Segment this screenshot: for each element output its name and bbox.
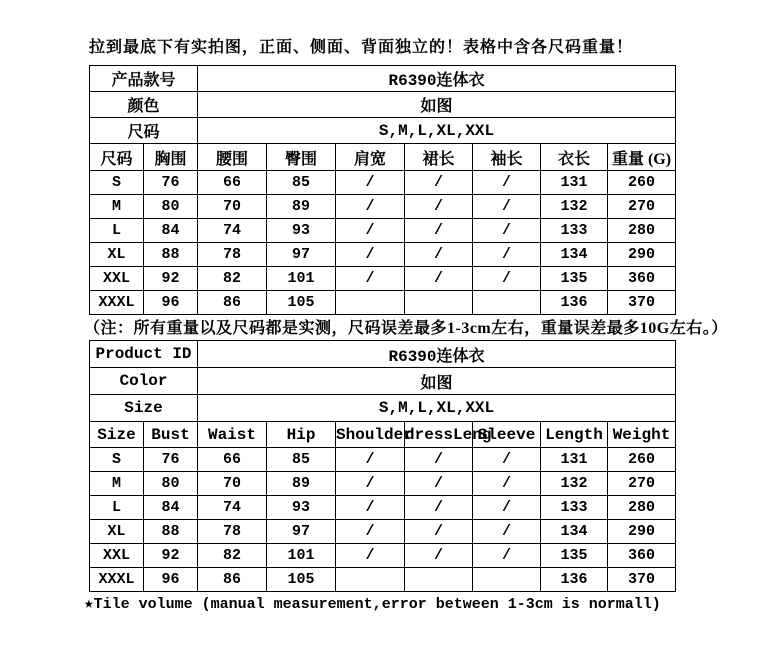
table-cell: 134	[541, 520, 608, 544]
table-row	[90, 341, 676, 368]
table-cell: M	[90, 472, 144, 496]
table-cell: 84	[144, 219, 198, 243]
table-cell: 131	[541, 448, 608, 472]
table-cell: 74	[198, 496, 267, 520]
table-cell: 92	[144, 544, 198, 568]
table-row	[90, 520, 676, 544]
table-cell	[405, 568, 473, 592]
table-cell: XL	[90, 520, 144, 544]
table-cell: /	[473, 195, 541, 219]
table-cell: 88	[144, 520, 198, 544]
table-cell: 93	[267, 219, 336, 243]
table-cell: 92	[144, 267, 198, 291]
table-cell	[405, 291, 473, 315]
column-header: 肩宽	[336, 144, 405, 171]
star-icon: ★	[84, 595, 94, 613]
info-value: R6390连体衣	[198, 66, 676, 92]
table-cell: 270	[608, 472, 676, 496]
table-cell: XXL	[90, 544, 144, 568]
table-cell: 66	[198, 448, 267, 472]
table-cell: 132	[541, 472, 608, 496]
table-cell: 66	[198, 171, 267, 195]
column-header: Sleeve	[473, 422, 541, 448]
table-cell: S	[90, 171, 144, 195]
info-value: 如图	[198, 368, 676, 395]
table-row	[90, 544, 676, 568]
table-cell: /	[336, 267, 405, 291]
table-cell: /	[336, 472, 405, 496]
table-cell: /	[473, 219, 541, 243]
table-cell: 280	[608, 219, 676, 243]
table-cell: 82	[198, 544, 267, 568]
table-cell: 80	[144, 195, 198, 219]
column-header: 衣长	[541, 144, 608, 171]
table-cell: S	[90, 448, 144, 472]
table-cell: L	[90, 219, 144, 243]
info-value: S,M,L,XL,XXL	[198, 118, 676, 144]
table-row	[90, 395, 676, 422]
info-value: 如图	[198, 92, 676, 118]
column-header: Length	[541, 422, 608, 448]
table-cell: 86	[198, 568, 267, 592]
table-cell: /	[336, 496, 405, 520]
info-value: R6390连体衣	[198, 341, 676, 368]
info-label: 颜色	[90, 92, 198, 118]
table-cell: /	[405, 219, 473, 243]
table-cell: 85	[267, 448, 336, 472]
table-cell: /	[473, 267, 541, 291]
table-cell: 134	[541, 243, 608, 267]
table-cell: 370	[608, 291, 676, 315]
size-chart-table-cn	[89, 65, 676, 315]
column-header: Bust	[144, 422, 198, 448]
measurement-note-cn: （注：所有重量以及尺码都是实测，尺码误差最多1-3cm左右，重量误差最多10G左右。）	[84, 320, 728, 337]
table-cell: 135	[541, 267, 608, 291]
table-cell: 97	[267, 520, 336, 544]
table-cell: /	[473, 496, 541, 520]
column-header: 重量 (G)	[608, 144, 676, 171]
measurement-note-en-text: Tile volume (manual measurement,error between 1-3cm is normall)	[93, 596, 661, 613]
table-cell: /	[336, 195, 405, 219]
table-cell: 78	[198, 520, 267, 544]
table-cell: 370	[608, 568, 676, 592]
table-cell: 74	[198, 219, 267, 243]
page-title: 拉到最底下有实拍图，正面、侧面、背面独立的！表格中含各尺码重量！	[89, 39, 634, 56]
table-cell: 85	[267, 171, 336, 195]
table-row	[90, 267, 676, 291]
table-cell: 96	[144, 291, 198, 315]
table-cell: /	[473, 544, 541, 568]
table-cell: /	[405, 195, 473, 219]
table-cell: /	[405, 448, 473, 472]
table-cell: /	[473, 171, 541, 195]
table-cell: XXXL	[90, 291, 144, 315]
table-header-row	[90, 422, 676, 448]
info-value: S,M,L,XL,XXL	[198, 395, 676, 422]
table-cell: 136	[541, 291, 608, 315]
table-cell	[336, 291, 405, 315]
table-cell: 290	[608, 520, 676, 544]
column-header: Weight	[608, 422, 676, 448]
table-cell: XL	[90, 243, 144, 267]
table-cell: 132	[541, 195, 608, 219]
table-cell: 70	[198, 195, 267, 219]
column-header: 尺码	[90, 144, 144, 171]
table-cell: /	[336, 544, 405, 568]
table-cell: 280	[608, 496, 676, 520]
table-row	[90, 472, 676, 496]
table-row	[90, 243, 676, 267]
table-cell: /	[405, 171, 473, 195]
table-row	[90, 195, 676, 219]
table-cell: 270	[608, 195, 676, 219]
info-label: Size	[90, 395, 198, 422]
table-cell: /	[336, 243, 405, 267]
table-cell: /	[473, 243, 541, 267]
table-cell: 136	[541, 568, 608, 592]
table-cell: 80	[144, 472, 198, 496]
column-header: Size	[90, 422, 144, 448]
table-cell: /	[473, 520, 541, 544]
column-header: 臀围	[267, 144, 336, 171]
table-cell: /	[405, 520, 473, 544]
column-header: 裙长	[405, 144, 473, 171]
table-cell	[473, 291, 541, 315]
table-cell: 105	[267, 291, 336, 315]
table-row	[90, 66, 676, 92]
table-cell: 101	[267, 544, 336, 568]
table-row	[90, 291, 676, 315]
table-row	[90, 92, 676, 118]
table-row	[90, 568, 676, 592]
table-cell: /	[405, 243, 473, 267]
table-cell: M	[90, 195, 144, 219]
column-header: Waist	[198, 422, 267, 448]
column-header: 胸围	[144, 144, 198, 171]
table-cell: XXL	[90, 267, 144, 291]
info-label: 尺码	[90, 118, 198, 144]
table-header-row	[90, 144, 676, 171]
table-cell: 290	[608, 243, 676, 267]
table-cell: /	[336, 219, 405, 243]
table-cell: 88	[144, 243, 198, 267]
table-row	[90, 368, 676, 395]
table-cell: L	[90, 496, 144, 520]
column-header: 袖长	[473, 144, 541, 171]
table-cell: 82	[198, 267, 267, 291]
table-cell: 101	[267, 267, 336, 291]
table-cell: /	[336, 520, 405, 544]
table-cell: XXXL	[90, 568, 144, 592]
table-cell: /	[405, 267, 473, 291]
size-chart-table-en	[89, 340, 676, 592]
table-row	[90, 496, 676, 520]
table-cell: /	[336, 171, 405, 195]
table-cell: 360	[608, 267, 676, 291]
table-cell	[473, 568, 541, 592]
table-cell: 70	[198, 472, 267, 496]
column-header: 腰围	[198, 144, 267, 171]
table-cell: 133	[541, 219, 608, 243]
measurement-note-en	[84, 593, 661, 613]
table-cell: /	[473, 472, 541, 496]
table-cell: /	[336, 448, 405, 472]
column-header: Shoulder	[336, 422, 405, 448]
table-cell: /	[405, 544, 473, 568]
table-cell: 76	[144, 448, 198, 472]
table-cell: 86	[198, 291, 267, 315]
table-row	[90, 448, 676, 472]
column-header: dressLeng	[405, 422, 473, 448]
table-cell: /	[473, 448, 541, 472]
table-cell: 133	[541, 496, 608, 520]
table-cell	[336, 568, 405, 592]
table-cell: 89	[267, 195, 336, 219]
info-label: Color	[90, 368, 198, 395]
table-cell: 93	[267, 496, 336, 520]
table-cell: 78	[198, 243, 267, 267]
table-cell: /	[405, 496, 473, 520]
table-cell: 96	[144, 568, 198, 592]
table-cell: 131	[541, 171, 608, 195]
table-row	[90, 118, 676, 144]
table-cell: 76	[144, 171, 198, 195]
table-row	[90, 171, 676, 195]
info-label: 产品款号	[90, 66, 198, 92]
table-cell: 105	[267, 568, 336, 592]
table-cell: /	[405, 472, 473, 496]
table-cell: 135	[541, 544, 608, 568]
table-cell: 360	[608, 544, 676, 568]
info-label: Product ID	[90, 341, 198, 368]
table-cell: 260	[608, 171, 676, 195]
table-row	[90, 219, 676, 243]
column-header: Hip	[267, 422, 336, 448]
table-cell: 97	[267, 243, 336, 267]
table-cell: 89	[267, 472, 336, 496]
table-cell: 260	[608, 448, 676, 472]
table-cell: 84	[144, 496, 198, 520]
